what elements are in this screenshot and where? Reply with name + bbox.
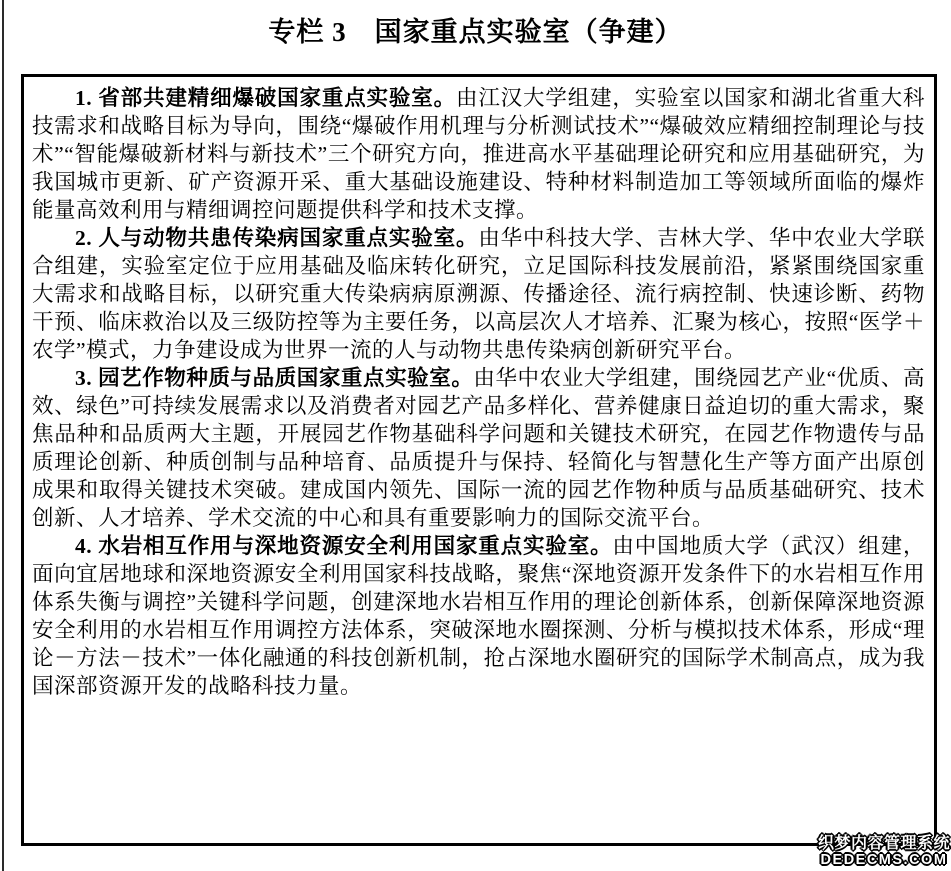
- lab-paragraph-2-lead: 2. 人与动物共患传染病国家重点实验室。: [75, 226, 479, 250]
- lab-paragraph-3-body: 由华中农业大学组建，围绕园艺产业“优质、高效、绿色”可持续发展需求以及消费者对园艺产品多样化、营养健康日益迫切的重大需求，聚焦品种和品质两大主题，开展园艺作物基础科学问题和关键技术研究，在园艺作物遗传与品质理论创新、种质创制与品种培育、品质提升与保持、轻简化与智慧化生产等方面产出原创成果和取得关键技术突破。建成国内领先、国际一流的园艺作物种质与品质基础研究、技术创新、人才培养、学术交流的中心和具有重要影响力的国际交流平台。: [32, 366, 925, 530]
- lab-paragraph-1-lead: 1. 省部共建精细爆破国家重点实验室。: [75, 86, 456, 110]
- lab-paragraph-3-lead: 3. 园艺作物种质与品质国家重点实验室。: [75, 366, 474, 390]
- lab-paragraph-3: [32, 364, 925, 532]
- lab-paragraph-4-lead: 4. 水岩相互作用与深地资源安全利用国家重点实验室。: [75, 534, 613, 558]
- page-edge-line: [2, 0, 4, 871]
- watermark: [818, 835, 950, 869]
- lab-paragraph-1-body: 由江汉大学组建，实验室以国家和湖北省重大科技需求和战略目标为导向，围绕“爆破作用机理与分析测试技术”“爆破效应精细控制理论与技术”“智能爆破新材料与新技术”三个研究方向，推进高水平基础理论研究和应用基础研究，为我国城市更新、矿产资源开采、重大基础设施建设、特种材料制造加工等领域所面临的爆炸能量高效利用与精细调控问题提供科学和技术支撑。: [32, 86, 925, 222]
- content-box: [21, 74, 937, 846]
- watermark-line1: 织梦内容管理系统: [817, 835, 950, 853]
- lab-paragraph-2: [32, 224, 925, 364]
- watermark-line2: DEDECMS.COM: [820, 852, 948, 869]
- lab-paragraph-1: [32, 84, 925, 224]
- lab-paragraph-2-body: 由华中科技大学、吉林大学、华中农业大学联合组建，实验室定位于应用基础及临床转化研究，立足国际科技发展前沿，紧紧围绕国家重大需求和战略目标，以研究重大传染病病原溯源、传播途径、流行病控制、快速诊断、药物干预、临床救治以及三级防控等为主要任务，以高层次人才培养、汇聚为核心，按照“医学＋农学”模式，力争建设成为世界一流的人与动物共患传染病创新研究平台。: [32, 226, 925, 362]
- lab-paragraph-4-body: 由中国地质大学（武汉）组建，面向宜居地球和深地资源安全利用国家科技战略，聚焦“深地资源开发条件下的水岩相互作用体系失衡与调控”关键科学问题，创建深地水岩相互作用的理论创新体系，创新保障深地资源安全利用的水岩相互作用调控方法体系，突破深地水圈探测、分析与模拟技术体系，形成“理论－方法－技术”一体化融通的科技创新机制，抢占深地水圈研究的国际学术制高点，成为我国深部资源开发的战略科技力量。: [32, 534, 925, 698]
- lab-paragraph-4: [32, 532, 925, 700]
- page-title: 专栏 3 国家重点实验室（争建）: [268, 17, 683, 47]
